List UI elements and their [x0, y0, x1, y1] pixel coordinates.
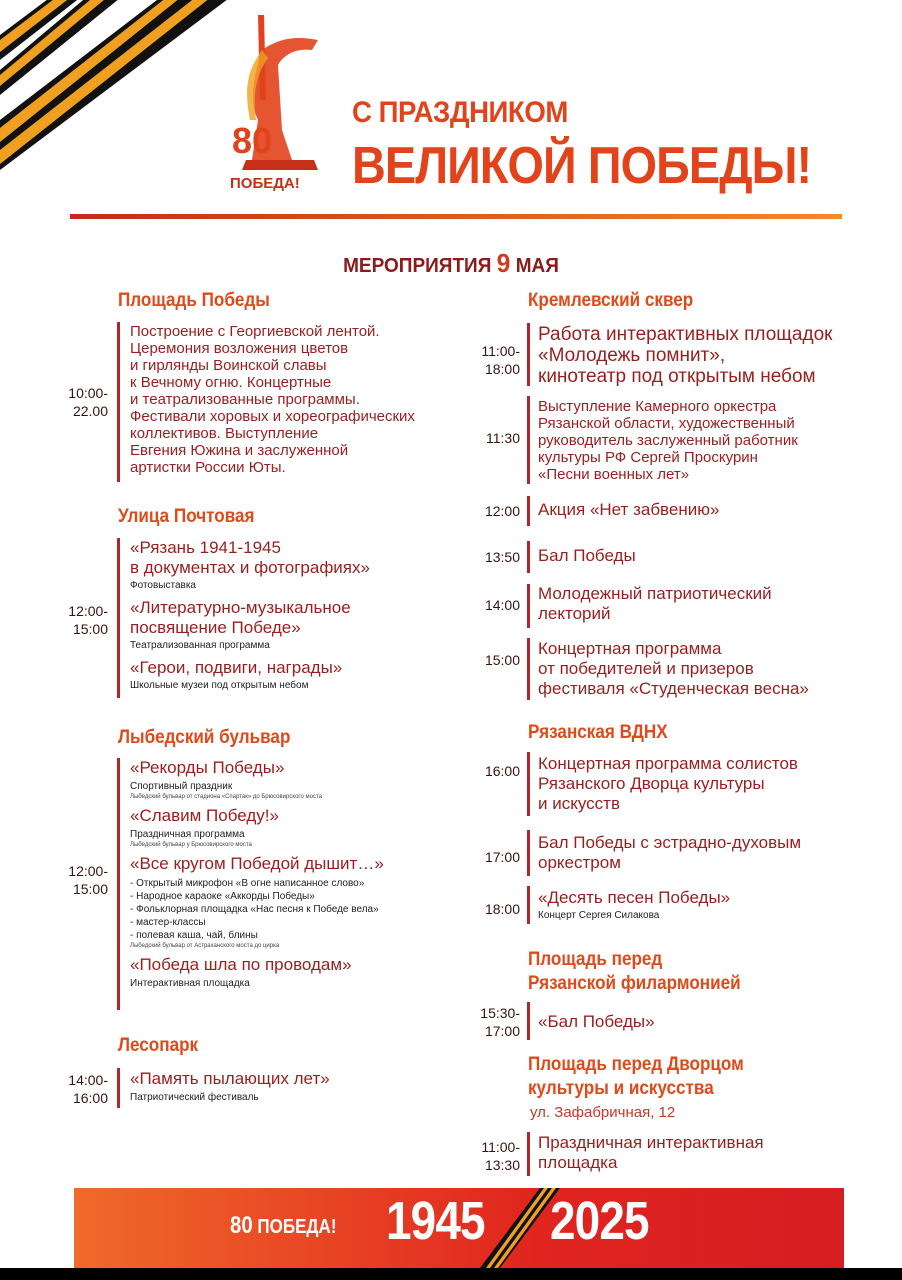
bar — [527, 541, 530, 573]
bar — [117, 758, 120, 1010]
event-note: Школьные музеи под открытым небом — [130, 680, 309, 691]
section-vdnh: Рязанская ВДНХ — [528, 722, 668, 743]
header-line2: ВЕЛИКОЙ ПОБЕДЫ! — [352, 137, 812, 195]
event-title: «Рязань 1941-1945 — [130, 538, 281, 557]
time-end: 13:30 — [484, 1157, 520, 1173]
footer-year-start: 1945 — [386, 1191, 485, 1251]
time-end: 18:00 — [484, 361, 520, 377]
text-line: культуры РФ Сергей Проскурин — [538, 449, 758, 466]
event-note: Интерактивная площадка — [130, 978, 250, 989]
bar — [527, 396, 530, 484]
text-line: Бал Победы с эстрадно-духовым — [538, 833, 802, 852]
footer-80-pobeda — [230, 1212, 336, 1240]
event-note: Фотовыставка — [130, 580, 196, 591]
bar — [117, 322, 120, 482]
bar — [527, 638, 530, 700]
motherland-emblem — [222, 10, 332, 195]
text-line: Фестивали хоровых и хореографических — [130, 408, 415, 425]
section-title-line: культуры и искусства — [528, 1078, 714, 1099]
time-kreml-3 — [470, 502, 520, 520]
time-start: 12:00- — [68, 603, 108, 619]
filarmonia-event: «Бал Победы» — [538, 1012, 655, 1031]
list-item: - полевая каша, чай, блины — [130, 930, 258, 941]
text-line: Бал Победы — [538, 546, 636, 565]
kreml-event-5 — [538, 584, 878, 624]
kreml-event-6 — [538, 639, 878, 699]
text-line: «Молодежь помнит», — [538, 345, 726, 366]
time-start: 12:00- — [68, 863, 108, 879]
pochtovaya-events — [130, 538, 470, 692]
bar — [527, 1002, 530, 1040]
bar — [117, 538, 120, 698]
text-line: и театрализованные программы. — [130, 391, 360, 408]
kreml-event-4 — [538, 546, 878, 566]
text-line: кинотеатр под открытым небом — [538, 366, 816, 387]
subtitle — [23, 248, 880, 279]
text-line: Церемония возложения цветов — [130, 340, 349, 357]
event-title: «Десять песен Победы» — [538, 888, 731, 907]
text-line: Рязанской области, художественный — [538, 415, 795, 432]
time-kreml-5 — [470, 596, 520, 614]
list-item: - Народное караоке «Аккорды Победы» — [130, 891, 315, 902]
time-lybedsky — [58, 862, 108, 898]
footer-pobeda: ПОБЕДА! — [257, 1216, 337, 1238]
header-divider — [70, 214, 842, 219]
event-title: «Рекорды Победы» — [130, 758, 285, 777]
bar — [527, 1132, 530, 1176]
vdnh-event-2 — [538, 833, 878, 873]
text-line: и гирлянды Воинской славы — [130, 357, 327, 374]
time-start: 12:00 — [484, 503, 520, 519]
dvorets-address: ул. Зафабричная, 12 — [530, 1104, 676, 1121]
event-title: «Славим Победу!» — [130, 806, 279, 825]
text-line: «Песни военных лет» — [538, 466, 690, 483]
text-line: Рязанского Дворца культуры — [538, 774, 765, 793]
bar — [527, 830, 530, 876]
time-start: 15:00 — [484, 652, 520, 668]
event-note: Концерт Сергея Силакова — [538, 910, 660, 921]
header-line1: С ПРАЗДНИКОМ — [352, 96, 568, 129]
time-kreml-1 — [470, 342, 520, 378]
time-vdnh-1 — [470, 762, 520, 780]
section-lybedsky: Лыбедский бульвар — [118, 727, 291, 748]
time-end: 22.00 — [72, 403, 108, 419]
event-note: Патриотический фестиваль — [130, 1092, 259, 1103]
list-item: - Фольклорная площадка «Нас песня к Победе вела» — [130, 904, 379, 915]
subtitle-suffix: МАЯ — [515, 255, 559, 277]
st-george-ribbon — [0, 0, 240, 170]
text-line: Акция «Нет забвению» — [538, 500, 720, 519]
bar — [117, 1068, 120, 1108]
time-start: 17:00 — [484, 849, 520, 865]
time-start: 18:00 — [484, 901, 520, 917]
event-title: в документах и фотографиях» — [130, 558, 370, 577]
section-dvorets — [528, 1053, 744, 1101]
kreml-event-3 — [538, 500, 878, 520]
time-start: 11:00- — [481, 343, 520, 359]
text-line: лекторий — [538, 604, 611, 623]
event-location: Лыбедский бульвар от Астраханского моста до цирка — [130, 943, 280, 949]
text-line: оркестром — [538, 853, 621, 872]
time-kreml-2 — [470, 429, 520, 447]
section-title-line: Площадь перед Дворцом — [528, 1054, 744, 1075]
text-line: от победителей и призеров — [538, 659, 754, 678]
bar — [527, 323, 530, 386]
ploshchad-description — [130, 323, 480, 476]
text-line: Концертная программа солистов — [538, 754, 798, 773]
lybedsky-events — [130, 758, 470, 990]
section-title-line: Площадь перед — [528, 949, 663, 970]
section-title-line: Рязанской филармонией — [528, 973, 741, 994]
section-kremlevsky-skver: Кремлевский сквер — [528, 290, 694, 311]
time-end: 15:00 — [72, 881, 108, 897]
time-filarmonia — [470, 1004, 520, 1040]
event-location: Лыбедский бульвар у Брюсовирского моста — [130, 842, 252, 848]
vdnh-event-3 — [538, 888, 878, 922]
list-item: - мастер-классы — [130, 917, 206, 928]
event-title: «Победа шла по проводам» — [130, 955, 352, 974]
time-start: 16:00 — [484, 763, 520, 779]
text-line: площадка — [538, 1153, 618, 1172]
section-pochtovaya: Улица Почтовая — [118, 506, 255, 527]
text-line: руководитель заслуженный работник — [538, 432, 798, 449]
time-kreml-4 — [470, 548, 520, 566]
bar — [527, 752, 530, 816]
time-kreml-6 — [470, 651, 520, 669]
lesopark-events — [130, 1069, 470, 1104]
text-line: Построение с Георгиевской лентой. — [130, 323, 380, 340]
event-title: «Память пылающих лет» — [130, 1069, 330, 1088]
subtitle-day: 9 — [496, 248, 511, 278]
bar — [527, 886, 530, 924]
footer-ribbon — [470, 1188, 560, 1268]
text-line: артистки России Юты. — [130, 459, 286, 476]
text-line: Концертная программа — [538, 639, 722, 658]
event-note: Театрализованная программа — [130, 640, 270, 651]
time-end: 15:00 — [72, 621, 108, 637]
text-line: Выступление Камерного оркестра — [538, 398, 777, 415]
event-title: «Литературно-музыкальное — [130, 598, 351, 617]
kreml-event-2 — [538, 398, 878, 483]
time-start: 14:00- — [68, 1072, 108, 1088]
event-location: Лыбедский бульвар от стадиона «Спартак» до Брюсовирского моста — [130, 794, 322, 800]
text-line: Молодежный патриотический — [538, 584, 772, 603]
time-dvorets — [470, 1138, 520, 1174]
dvorets-event — [538, 1133, 878, 1173]
bar — [527, 584, 530, 628]
event-note: Праздничная программа — [130, 829, 245, 840]
time-start: 11:00- — [481, 1139, 520, 1155]
emblem-80: 80 — [232, 120, 273, 161]
bar — [527, 496, 530, 526]
footer-year-end: 2025 — [550, 1191, 649, 1251]
text-line: и искусств — [538, 794, 620, 813]
time-pochtovaya — [58, 602, 108, 638]
time-start: 11:30 — [486, 430, 520, 446]
time-start: 10:00- — [68, 385, 108, 401]
emblem-pobeda: ПОБЕДА! — [230, 175, 300, 192]
text-line: Праздничная интерактивная — [538, 1133, 764, 1152]
text-line: Работа интерактивных площадок — [538, 324, 833, 345]
list-item: - Открытый микрофон «В огне написанное слово» — [130, 878, 365, 889]
time-start: 15:30- — [480, 1005, 520, 1021]
time-start: 13:50 — [484, 549, 520, 565]
kreml-event-1 — [538, 324, 878, 387]
subtitle-prefix: МЕРОПРИЯТИЯ — [343, 255, 492, 277]
time-ploshchad — [58, 384, 108, 420]
time-start: 14:00 — [484, 597, 520, 613]
section-filarmonia — [528, 948, 741, 996]
time-vdnh-3 — [470, 900, 520, 918]
section-ploshchad-pobedy: Площадь Победы — [118, 290, 270, 311]
text-line: к Вечному огню. Концертные — [130, 374, 332, 391]
event-title: посвящение Победе» — [130, 618, 301, 637]
time-end: 16:00 — [72, 1090, 108, 1106]
bottom-bar — [0, 1268, 902, 1280]
footer-80: 80 — [230, 1212, 253, 1239]
event-title: «Все кругом Победой дышит…» — [130, 854, 384, 873]
text-line: коллективов. Выступление — [130, 425, 319, 442]
time-lesopark — [58, 1071, 108, 1107]
text-line: фестиваля «Студенческая весна» — [538, 679, 809, 698]
time-end: 17:00 — [484, 1023, 520, 1039]
event-note: Спортивный праздник — [130, 781, 233, 792]
event-title: «Герои, подвиги, награды» — [130, 658, 343, 677]
section-lesopark: Лесопарк — [118, 1035, 199, 1056]
vdnh-event-1 — [538, 754, 878, 814]
time-vdnh-2 — [470, 848, 520, 866]
text-line: Евгения Южина и заслуженной — [130, 442, 349, 459]
